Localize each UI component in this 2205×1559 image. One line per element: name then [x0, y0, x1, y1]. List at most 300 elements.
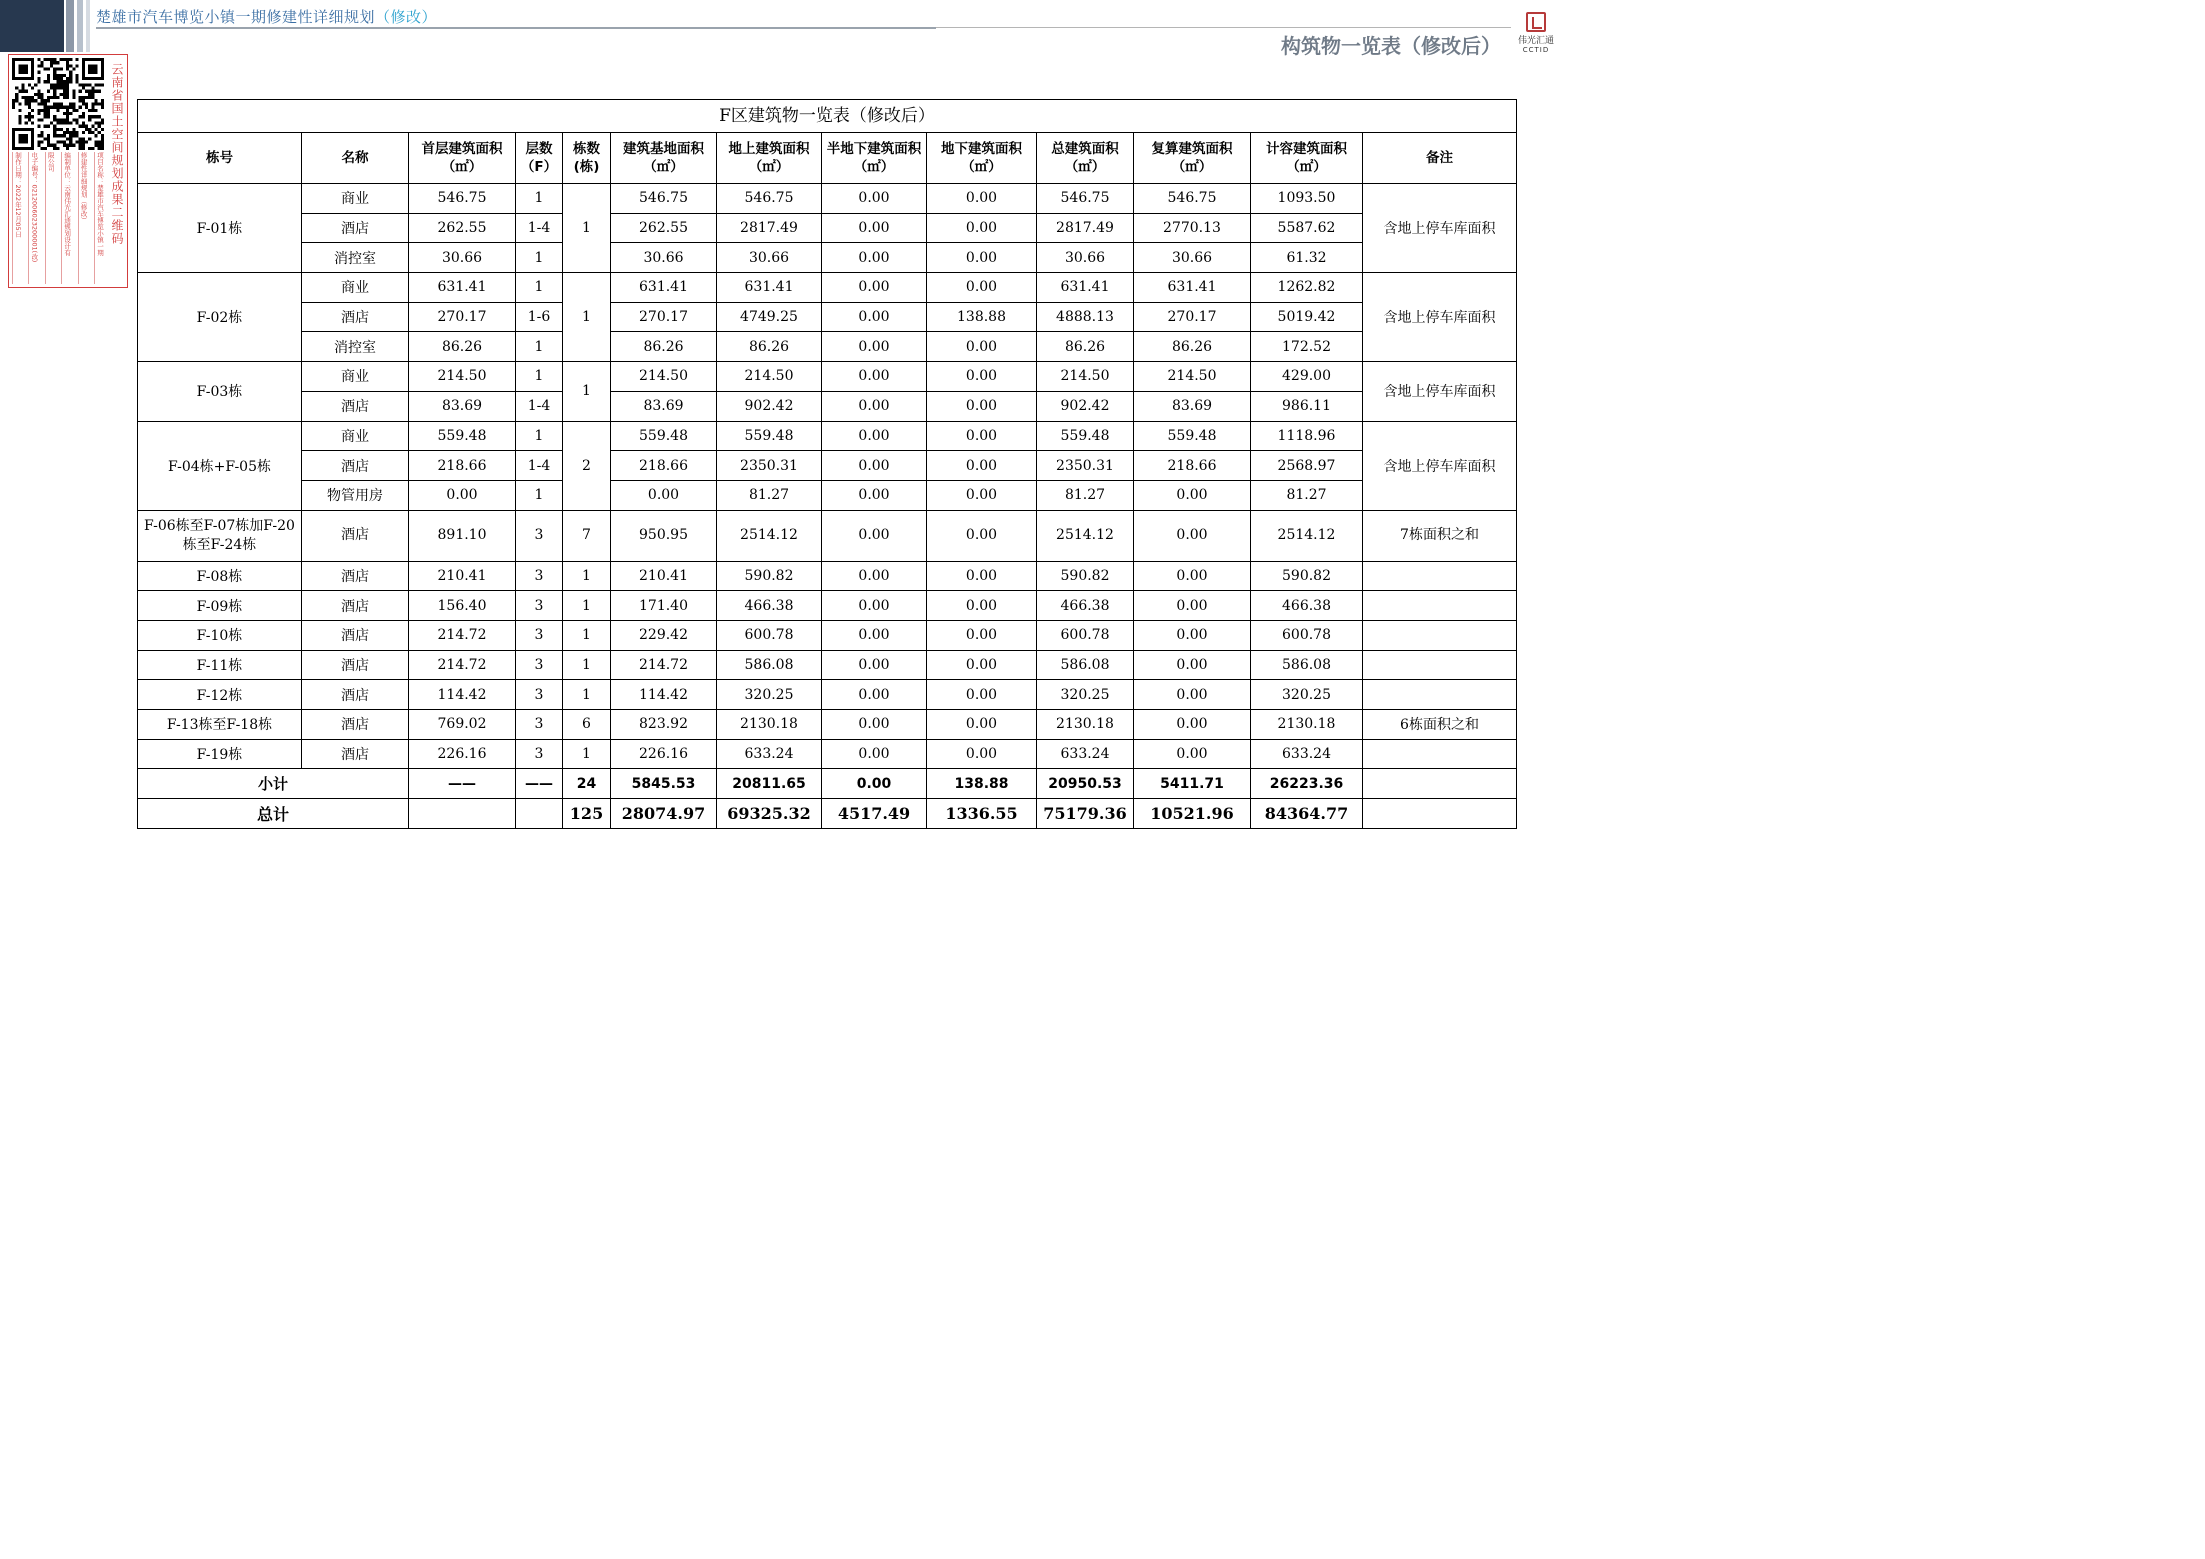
table-row: [138, 510, 1517, 561]
cell-above: 586.08: [717, 650, 822, 680]
use-name-cell: 消控室: [302, 332, 409, 362]
cell-total: 214.50: [1037, 362, 1134, 392]
cell-total: 75179.36: [1037, 799, 1134, 829]
building-count-cell: 1: [563, 620, 611, 650]
header-decor-bars: [0, 0, 92, 52]
cell-base: 229.42: [611, 620, 717, 650]
column-header: 栋数(栋): [563, 133, 611, 184]
use-name-cell: 商业: [302, 362, 409, 392]
building-id-cell: F-12栋: [138, 680, 302, 710]
cell-floors: 3: [516, 591, 563, 621]
column-header: 备注: [1363, 133, 1517, 184]
cell-semi: 0.00: [822, 739, 927, 769]
cell-far: 320.25: [1251, 680, 1363, 710]
qr-info-line: 电子编号：0212006023200001(改): [28, 152, 38, 284]
cell-first_floor: 214.72: [409, 650, 516, 680]
qr-panel-title: 云南省国土空间规划成果二维码: [110, 63, 124, 245]
cell-floors: [516, 799, 563, 829]
cell-floors: 1-4: [516, 213, 563, 243]
building-count-cell: 1: [563, 591, 611, 621]
cell-base: 28074.97: [611, 799, 717, 829]
table-row: [138, 451, 1517, 481]
cell-recalc: 86.26: [1134, 332, 1251, 362]
cell-above: 590.82: [717, 561, 822, 591]
cell-semi: 0.00: [822, 480, 927, 510]
cell-total: 559.48: [1037, 421, 1134, 451]
subtotal-row: [138, 769, 1517, 799]
cell-far: 590.82: [1251, 561, 1363, 591]
cell-recalc: 30.66: [1134, 243, 1251, 273]
cell-first_floor: 891.10: [409, 510, 516, 561]
cell-first_floor: 114.42: [409, 680, 516, 710]
note-cell: 含地上停车库面积: [1363, 184, 1517, 273]
cell-under: 0.00: [927, 332, 1037, 362]
cell-semi: 0.00: [822, 769, 927, 799]
cell-above: 214.50: [717, 362, 822, 392]
building-count-cell: 6: [563, 710, 611, 740]
table-row: [138, 213, 1517, 243]
cell-far: 986.11: [1251, 391, 1363, 421]
cell-recalc: 0.00: [1134, 591, 1251, 621]
cell-far: 633.24: [1251, 739, 1363, 769]
cell-first_floor: 0.00: [409, 480, 516, 510]
cell-under: 138.88: [927, 302, 1037, 332]
cell-far: 5587.62: [1251, 213, 1363, 243]
cell-above: 631.41: [717, 273, 822, 303]
cell-base: 210.41: [611, 561, 717, 591]
column-header: 计容建筑面积（㎡）: [1251, 133, 1363, 184]
cell-far: 5019.42: [1251, 302, 1363, 332]
cell-under: 0.00: [927, 213, 1037, 243]
cell-recalc: 559.48: [1134, 421, 1251, 451]
column-header: 名称: [302, 133, 409, 184]
table-row: [138, 591, 1517, 621]
cell-base: 823.92: [611, 710, 717, 740]
cell-total: 320.25: [1037, 680, 1134, 710]
cell-total: 633.24: [1037, 739, 1134, 769]
cell-floors: 1-4: [516, 391, 563, 421]
cell-above: 600.78: [717, 620, 822, 650]
cell-base: 0.00: [611, 480, 717, 510]
use-name-cell: 酒店: [302, 302, 409, 332]
cell-above: 81.27: [717, 480, 822, 510]
cell-above: 30.66: [717, 243, 822, 273]
cell-first_floor: 262.55: [409, 213, 516, 243]
note-cell: 含地上停车库面积: [1363, 421, 1517, 510]
cell-under: 0.00: [927, 184, 1037, 214]
cell-first_floor: 214.72: [409, 620, 516, 650]
cell-semi: 0.00: [822, 710, 927, 740]
cell-far: 2514.12: [1251, 510, 1363, 561]
cell-base: 30.66: [611, 243, 717, 273]
cell-floors: 1: [516, 421, 563, 451]
project-title: [96, 6, 437, 27]
cell-above: 2350.31: [717, 451, 822, 481]
cell-far: 81.27: [1251, 480, 1363, 510]
cell-above: 20811.65: [717, 769, 822, 799]
cell-base: 83.69: [611, 391, 717, 421]
cell-under: 0.00: [927, 710, 1037, 740]
cell-above: 559.48: [717, 421, 822, 451]
use-name-cell: 酒店: [302, 510, 409, 561]
cell-first_floor: 83.69: [409, 391, 516, 421]
cell-above: 633.24: [717, 739, 822, 769]
cell-floors: 1: [516, 184, 563, 214]
cell-base: 559.48: [611, 421, 717, 451]
revision-tag: （修改）: [375, 8, 438, 26]
cell-under: 0.00: [927, 451, 1037, 481]
table-header-row: [138, 133, 1517, 184]
building-id-cell: F-19栋: [138, 739, 302, 769]
building-count-cell: 1: [563, 650, 611, 680]
cell-first_floor: 218.66: [409, 451, 516, 481]
logo-en-text: CCTID: [1522, 46, 1550, 54]
cell-far: 600.78: [1251, 620, 1363, 650]
cell-first_floor: [409, 799, 516, 829]
use-name-cell: 商业: [302, 421, 409, 451]
cell-base: 114.42: [611, 680, 717, 710]
cell-above: 2514.12: [717, 510, 822, 561]
cell-under: 138.88: [927, 769, 1037, 799]
cell-recalc: 214.50: [1134, 362, 1251, 392]
building-id-cell: F-08栋: [138, 561, 302, 591]
cell-under: 0.00: [927, 591, 1037, 621]
qr-info-line: 制作日期：2022年12月05日: [12, 152, 22, 284]
cell-under: 0.00: [927, 421, 1037, 451]
cell-semi: 0.00: [822, 650, 927, 680]
qr-panel-info: [12, 152, 104, 284]
cell-recalc: 83.69: [1134, 391, 1251, 421]
cell-far: 1118.96: [1251, 421, 1363, 451]
cell-first_floor: 546.75: [409, 184, 516, 214]
column-header: 建筑基地面积（㎡）: [611, 133, 717, 184]
cell-total: 546.75: [1037, 184, 1134, 214]
cell-semi: 0.00: [822, 302, 927, 332]
cell-first_floor: ——: [409, 769, 516, 799]
use-name-cell: 酒店: [302, 451, 409, 481]
table-row: [138, 302, 1517, 332]
cell-recalc: 10521.96: [1134, 799, 1251, 829]
cell-far: 172.52: [1251, 332, 1363, 362]
cell-far: 2130.18: [1251, 710, 1363, 740]
cell-floors: 3: [516, 620, 563, 650]
cell-above: 86.26: [717, 332, 822, 362]
cell-under: 0.00: [927, 650, 1037, 680]
cell-base: 214.50: [611, 362, 717, 392]
cell-semi: 0.00: [822, 184, 927, 214]
cell-total: 81.27: [1037, 480, 1134, 510]
column-header: 层数（F）: [516, 133, 563, 184]
cell-far: 429.00: [1251, 362, 1363, 392]
cell-far: 26223.36: [1251, 769, 1363, 799]
cell-above: 2817.49: [717, 213, 822, 243]
table-row: [138, 710, 1517, 740]
note-cell: [1363, 739, 1517, 769]
use-name-cell: 商业: [302, 273, 409, 303]
cell-under: 0.00: [927, 273, 1037, 303]
use-name-cell: 商业: [302, 184, 409, 214]
building-id-cell: F-09栋: [138, 591, 302, 621]
table-row: [138, 332, 1517, 362]
building-id-cell: F-06栋至F-07栋加F-20栋至F-24栋: [138, 510, 302, 561]
use-name-cell: 酒店: [302, 213, 409, 243]
use-name-cell: 酒店: [302, 650, 409, 680]
table-row: [138, 680, 1517, 710]
qr-info-line: 修建性详细规划（修改）: [78, 152, 88, 284]
cell-floors: 1: [516, 273, 563, 303]
cell-base: 86.26: [611, 332, 717, 362]
cell-total: 30.66: [1037, 243, 1134, 273]
cell-total: 902.42: [1037, 391, 1134, 421]
cell-first_floor: 86.26: [409, 332, 516, 362]
cell-recalc: 0.00: [1134, 480, 1251, 510]
cell-total: 86.26: [1037, 332, 1134, 362]
building-count-cell: 7: [563, 510, 611, 561]
cell-recalc: 0.00: [1134, 710, 1251, 740]
note-cell: [1363, 650, 1517, 680]
use-name-cell: 酒店: [302, 739, 409, 769]
table-row: [138, 243, 1517, 273]
note-cell: 7栋面积之和: [1363, 510, 1517, 561]
cell-floors: 1: [516, 480, 563, 510]
cell-recalc: 0.00: [1134, 510, 1251, 561]
cell-recalc: 2770.13: [1134, 213, 1251, 243]
column-header: 半地下建筑面积（㎡）: [822, 133, 927, 184]
qr-info-line: 限公司: [45, 152, 55, 284]
column-header: 首层建筑面积（㎡）: [409, 133, 516, 184]
note-cell: [1363, 591, 1517, 621]
cell-total: 2130.18: [1037, 710, 1134, 740]
cell-under: 0.00: [927, 480, 1037, 510]
cell-total: 20950.53: [1037, 769, 1134, 799]
cell-floors: 3: [516, 710, 563, 740]
cell-recalc: 270.17: [1134, 302, 1251, 332]
cell-under: 0.00: [927, 739, 1037, 769]
cell-semi: 0.00: [822, 510, 927, 561]
building-count-cell: 1: [563, 362, 611, 421]
note-cell: [1363, 561, 1517, 591]
cell-under: 0.00: [927, 391, 1037, 421]
cell-semi: 0.00: [822, 421, 927, 451]
cell-base: 171.40: [611, 591, 717, 621]
cell-semi: 0.00: [822, 680, 927, 710]
cell-floors: 3: [516, 739, 563, 769]
use-name-cell: 酒店: [302, 591, 409, 621]
cell-floors: 3: [516, 510, 563, 561]
cell-far: 2568.97: [1251, 451, 1363, 481]
building-count-cell: 125: [563, 799, 611, 829]
cell-base: 950.95: [611, 510, 717, 561]
cell-under: 0.00: [927, 243, 1037, 273]
note-cell: [1363, 620, 1517, 650]
cell-total: 586.08: [1037, 650, 1134, 680]
building-count-cell: 1: [563, 184, 611, 273]
cell-semi: 0.00: [822, 451, 927, 481]
note-cell: 含地上停车库面积: [1363, 362, 1517, 421]
cell-recalc: 0.00: [1134, 650, 1251, 680]
cell-far: 1262.82: [1251, 273, 1363, 303]
cell-floors: 3: [516, 561, 563, 591]
cell-semi: 0.00: [822, 332, 927, 362]
cell-above: 4749.25: [717, 302, 822, 332]
building-id-cell: F-02栋: [138, 273, 302, 362]
cell-recalc: 0.00: [1134, 739, 1251, 769]
cell-floors: 1-4: [516, 451, 563, 481]
cell-above: 2130.18: [717, 710, 822, 740]
use-name-cell: 酒店: [302, 620, 409, 650]
note-cell: [1363, 680, 1517, 710]
cell-recalc: 0.00: [1134, 620, 1251, 650]
building-id-cell: F-13栋至F-18栋: [138, 710, 302, 740]
cell-floors: 1: [516, 332, 563, 362]
page-heading: 构筑物一览表（修改后）: [1281, 34, 1501, 58]
cell-base: 218.66: [611, 451, 717, 481]
cell-above: 902.42: [717, 391, 822, 421]
logo-cn-text: 伟光汇通: [1517, 36, 1554, 46]
table-row: [138, 650, 1517, 680]
cell-semi: 0.00: [822, 362, 927, 392]
cell-under: 0.00: [927, 362, 1037, 392]
column-header: 栋号: [138, 133, 302, 184]
cell-above: 69325.32: [717, 799, 822, 829]
cell-semi: 0.00: [822, 213, 927, 243]
table-row: [138, 620, 1517, 650]
note-cell: [1363, 799, 1517, 829]
use-name-cell: 消控室: [302, 243, 409, 273]
cell-first_floor: 30.66: [409, 243, 516, 273]
cell-floors: ——: [516, 769, 563, 799]
cell-far: 61.32: [1251, 243, 1363, 273]
total-label-cell: 总计: [138, 799, 409, 829]
column-header: 地上建筑面积（㎡）: [717, 133, 822, 184]
table-row: [138, 273, 1517, 303]
building-id-cell: F-04栋+F-05栋: [138, 421, 302, 510]
cell-recalc: 546.75: [1134, 184, 1251, 214]
cell-base: 262.55: [611, 213, 717, 243]
cell-under: 0.00: [927, 620, 1037, 650]
note-cell: [1363, 769, 1517, 799]
logo-mark-icon: [1526, 12, 1546, 32]
cell-base: 5845.53: [611, 769, 717, 799]
cell-base: 546.75: [611, 184, 717, 214]
cell-first_floor: 210.41: [409, 561, 516, 591]
cell-under: 0.00: [927, 510, 1037, 561]
cell-total: 2817.49: [1037, 213, 1134, 243]
cell-semi: 0.00: [822, 273, 927, 303]
cell-base: 270.17: [611, 302, 717, 332]
cell-floors: 3: [516, 650, 563, 680]
cell-base: 631.41: [611, 273, 717, 303]
qr-info-line: 项目名称：楚雄市汽车博览小镇一期: [94, 152, 104, 284]
table-row: [138, 421, 1517, 451]
building-count-cell: 1: [563, 561, 611, 591]
table-row: [138, 561, 1517, 591]
header-divider-accent: [96, 27, 936, 29]
grand-total-row: [138, 799, 1517, 829]
use-name-cell: 酒店: [302, 710, 409, 740]
cell-floors: 1: [516, 243, 563, 273]
cell-far: 84364.77: [1251, 799, 1363, 829]
use-name-cell: 物管用房: [302, 480, 409, 510]
building-id-cell: F-03栋: [138, 362, 302, 421]
cell-semi: 0.00: [822, 243, 927, 273]
building-count-cell: 2: [563, 421, 611, 510]
use-name-cell: 酒店: [302, 391, 409, 421]
cell-first_floor: 214.50: [409, 362, 516, 392]
table-row: [138, 391, 1517, 421]
cell-first_floor: 270.17: [409, 302, 516, 332]
cell-above: 320.25: [717, 680, 822, 710]
column-header: 地下建筑面积（㎡）: [927, 133, 1037, 184]
building-count-cell: 1: [563, 680, 611, 710]
project-title-text: 楚雄市汽车博览小镇一期修建性详细规划: [96, 8, 376, 26]
column-header: 总建筑面积（㎡）: [1037, 133, 1134, 184]
cell-under: 1336.55: [927, 799, 1037, 829]
cell-total: 466.38: [1037, 591, 1134, 621]
cell-under: 0.00: [927, 561, 1037, 591]
building-id-cell: F-01栋: [138, 184, 302, 273]
cell-far: 466.38: [1251, 591, 1363, 621]
qr-code-icon: [12, 58, 104, 150]
cell-far: 586.08: [1251, 650, 1363, 680]
note-cell: 含地上停车库面积: [1363, 273, 1517, 362]
cell-base: 226.16: [611, 739, 717, 769]
table-caption: F区建筑物一览表（修改后）: [138, 100, 1517, 133]
qr-panel: [8, 54, 128, 288]
qr-info-line: 编制单位：云南伟光汇通规划设计有: [61, 152, 71, 284]
cell-floors: 1: [516, 362, 563, 392]
building-count-cell: 24: [563, 769, 611, 799]
building-count-cell: 1: [563, 739, 611, 769]
cell-above: 466.38: [717, 591, 822, 621]
column-header: 复算建筑面积（㎡）: [1134, 133, 1251, 184]
cell-total: 631.41: [1037, 273, 1134, 303]
cell-total: 2350.31: [1037, 451, 1134, 481]
cell-floors: 1-6: [516, 302, 563, 332]
cell-first_floor: 559.48: [409, 421, 516, 451]
cell-above: 546.75: [717, 184, 822, 214]
cell-far: 1093.50: [1251, 184, 1363, 214]
cell-semi: 0.00: [822, 620, 927, 650]
cell-recalc: 0.00: [1134, 561, 1251, 591]
table-row: [138, 362, 1517, 392]
cell-semi: 0.00: [822, 591, 927, 621]
cell-first_floor: 226.16: [409, 739, 516, 769]
cell-total: 4888.13: [1037, 302, 1134, 332]
cell-recalc: 218.66: [1134, 451, 1251, 481]
cell-floors: 3: [516, 680, 563, 710]
cell-first_floor: 156.40: [409, 591, 516, 621]
cell-first_floor: 769.02: [409, 710, 516, 740]
cell-total: 2514.12: [1037, 510, 1134, 561]
cell-recalc: 0.00: [1134, 680, 1251, 710]
cell-first_floor: 631.41: [409, 273, 516, 303]
cell-semi: 0.00: [822, 561, 927, 591]
building-count-cell: 1: [563, 273, 611, 362]
cell-recalc: 631.41: [1134, 273, 1251, 303]
table-row: [138, 480, 1517, 510]
total-label-cell: 小计: [138, 769, 409, 799]
company-logo: [1516, 12, 1556, 54]
cell-under: 0.00: [927, 680, 1037, 710]
cell-semi: 4517.49: [822, 799, 927, 829]
use-name-cell: 酒店: [302, 680, 409, 710]
cell-total: 600.78: [1037, 620, 1134, 650]
cell-total: 590.82: [1037, 561, 1134, 591]
building-id-cell: F-10栋: [138, 620, 302, 650]
building-table: [137, 99, 1517, 829]
table-row: [138, 739, 1517, 769]
